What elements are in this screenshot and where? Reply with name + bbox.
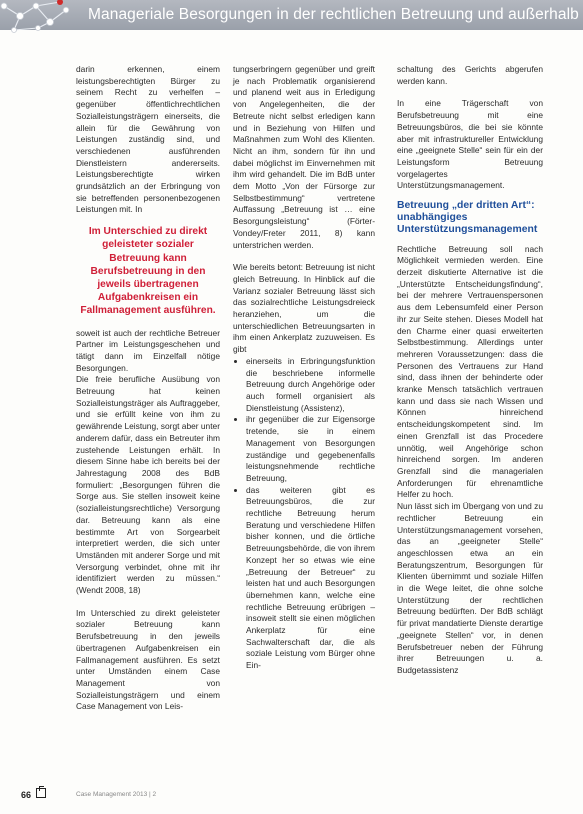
paragraph: darin erkennen, einem leistungsberechtigten Bürger zu seinem Recht zu verhelfen – gegenüber öffentlichrechtlichen Sozialleistungsträgern einerseits, die allein für die Gewährung von Leistungen zuständig sind, und verschiedenen ausführenden Dienstleistern andererseits. Leistungsberechtigte wirken grundsätzlich an der Erbringung von sie betreffenden personenbezogenen Leistungen mit. In (76, 64, 220, 215)
paragraph: Die freie berufliche Ausübung von Betreuung hat keinen Sozialleistungsträger als Auftraggeber, und sie erfüllt keine von ihm zu gewährende Leistung, sorgt aber unter anderem dafür, dass ein Betreuter ihm zustehende Leistungen erhält. In diesem Sinne habe ich bereits bei der Jahrestagung 2008 des BdB formuliert: „Besorgungen führen die Sorge aus. Sie stellen insoweit keine (sozialleistungsrechtliche) Versorgung dar. Betreuung kann als eine bestimmte Art von Sorgearbeit interpretiert werden, die sich unter Umständen mit anderer Sorge und mit Versorgung verbindet, ohne mit ihr identifiziert werden zu müssen.“ (Wendt 2008, 18) (76, 374, 220, 596)
pull-quote: Im Unterschied zu direkt geleisteter sozialer Betreuung kann Berufsbetreuung in den jeweils übertragenen Aufgabenkreisen ein Fallmanagement ausführen. (80, 226, 216, 317)
text-column-3 (397, 64, 543, 677)
footer-magazine-label: Case Management 2013 | 2 (76, 791, 157, 798)
list-item: • das weiteren gibt es Betreuungsbüros, die zur rechtliche Betreuung herum Beratung und verschiedene Hilfen bisher konnen, und die örtliche Betreuungsbehörde, die von ihrem Konzept her so etwas wie eine „Betreuung der Betreuer“ zu leisten hat und auch Besorgungen übernehmen kann, welche eine rechtliche Betreuung erübrigen – insoweit stellt sie einen möglichen Ankerplatz für eine Sachwalterschaft dar, die als soziale Leistung vom Bürger ohne Ein- (246, 485, 375, 672)
network-logo-icon (0, 0, 78, 34)
page-number: 66 (21, 790, 32, 800)
bullet-list (233, 356, 375, 672)
paragraph: Nun lässt sich im Übergang von und zu rechtlicher Betreuung ein Unterstützungsmanagement vorsehen, das an „geeigneter Stelle“ angeschlossen etwa an ein Beratungszentrum, Besorgungen für Klienten übernimmt und soziale Hilfen in die Wege leitet, die ohne solche Unterstützung der rechtlichen Betreuung bedürften. Der BdB schlägt für privat mandatierte Dienste derartige „geeignete Stellen“ vor, in denen Berufsbetreuer neben der Führung ihrer Betreuungen u. a. Budgetassistenz (397, 501, 543, 675)
paragraph: Im Unterschied zu direkt geleisteter sozialer Betreuung kann Berufsbetreuung in den jeweils übertragenen Aufgabenkreisen ein Fallmanagement ausführen. Es setzt unter Umständen einem Case Management von Sozialleistungsträgern und einem Case Management von Leis- (76, 607, 220, 712)
list-item: • einerseits in Erbringungsfunktion die beschriebene informelle Betreuung durch Angehörige oder auch formell organisiert als Dienstleistung (Assistenz), (246, 356, 375, 415)
list-item: • ihr gegenüber die zur Eigensorge tretende, sie in einem Management von Besorgungen zuständige und gegebenenfalls leistungsnehmende rechtliche Betreuung, (246, 414, 375, 484)
magazine-logo-icon (36, 788, 46, 798)
text-column-2 (233, 64, 375, 672)
section-subheading: Betreuung „der dritten Art“: unabhängiges Unterstützungsmanagement (397, 200, 538, 236)
text-column-1 (76, 64, 220, 713)
paragraph: schaltung des Gerichts abgerufen werden kann. (397, 64, 543, 86)
paragraph: In eine Trägerschaft von Berufsbetreuung mit eine Betreuungsbüros, die bei sie könnte aber mit infrastruktureller Entwicklung eine „geeignete Stelle“ sein für ein der Leistungsform Betreuung vorgelagertes Unterstützungsmanagement. (397, 98, 543, 191)
paragraph: soweit ist auch der rechtliche Betreuer Partner im Leistungsgeschehen und tätigt dann im Einzelfall nötige Besorgungen. (76, 327, 220, 373)
paragraph: Rechtliche Betreuung soll nach Möglichkeit vermieden werden. Eine derzeit diskutierte Alternative ist die „Unterstützte Entscheidungsfindung“, bei der mehrere Vertrauenspersonen aus dem Lebensumfeld einer Person ihr zur Seite stehen. Dieses Modell hat den Charme einer quasi erweiterten Selbstbestimmung. Allerdings unter mehreren Voraussetzungen: dass die Personen des Vertrauens zur Hand sind, dass ihnen der behinderte oder kranke Mensch tatsächlich vertrauen kann und dass sie nach Wissen und Können hinreichend entscheidungskompetent sind. Im einen Grenzfall ist das Procedere unnötig, weil Angehörige schon hinreichend sorgen. Im anderen Grenzfall sind die managerialen Anforderungen für ehrenamtliche Helfer zu hoch. (397, 243, 543, 500)
paragraph: tungserbringern gegenüber und greift je nach Problematik organisierend und planend weit aus in Erledigung von Angelegenheiten, die der Betreute nicht selbst erledigen kann und in Beziehung von Hilfen und Maßnahmen zum Wohl des Klienten. Nicht an ihm, sondern für ihn und dabei möglichst im Einvernehmen mit ihm wird gehandelt. Die im BdB unter dem Motto „Von der Fürsorge zur Selbstbestimmung“ vertretene Auffassung „Betreuung ist … eine Besorgungsleistung“ (Förter-Vondey/Freter 2011, 8) kann unterstrichen werden. (233, 64, 375, 250)
paragraph: Wie bereits betont: Betreuung ist nicht gleich Betreuung. In Hinblick auf die Varianz sozialer Betreuung lässt sich das sozialrechtliche Leistungsdreieck heranziehen, um die unterschiedlichen Betreuungsarten in ihm einen Ankerplatz zuzuweisen. Es gibt (233, 262, 375, 355)
page-header-title: Manageriale Besorgungen in der rechtlichen Betreuung und außerhalb (88, 6, 579, 23)
